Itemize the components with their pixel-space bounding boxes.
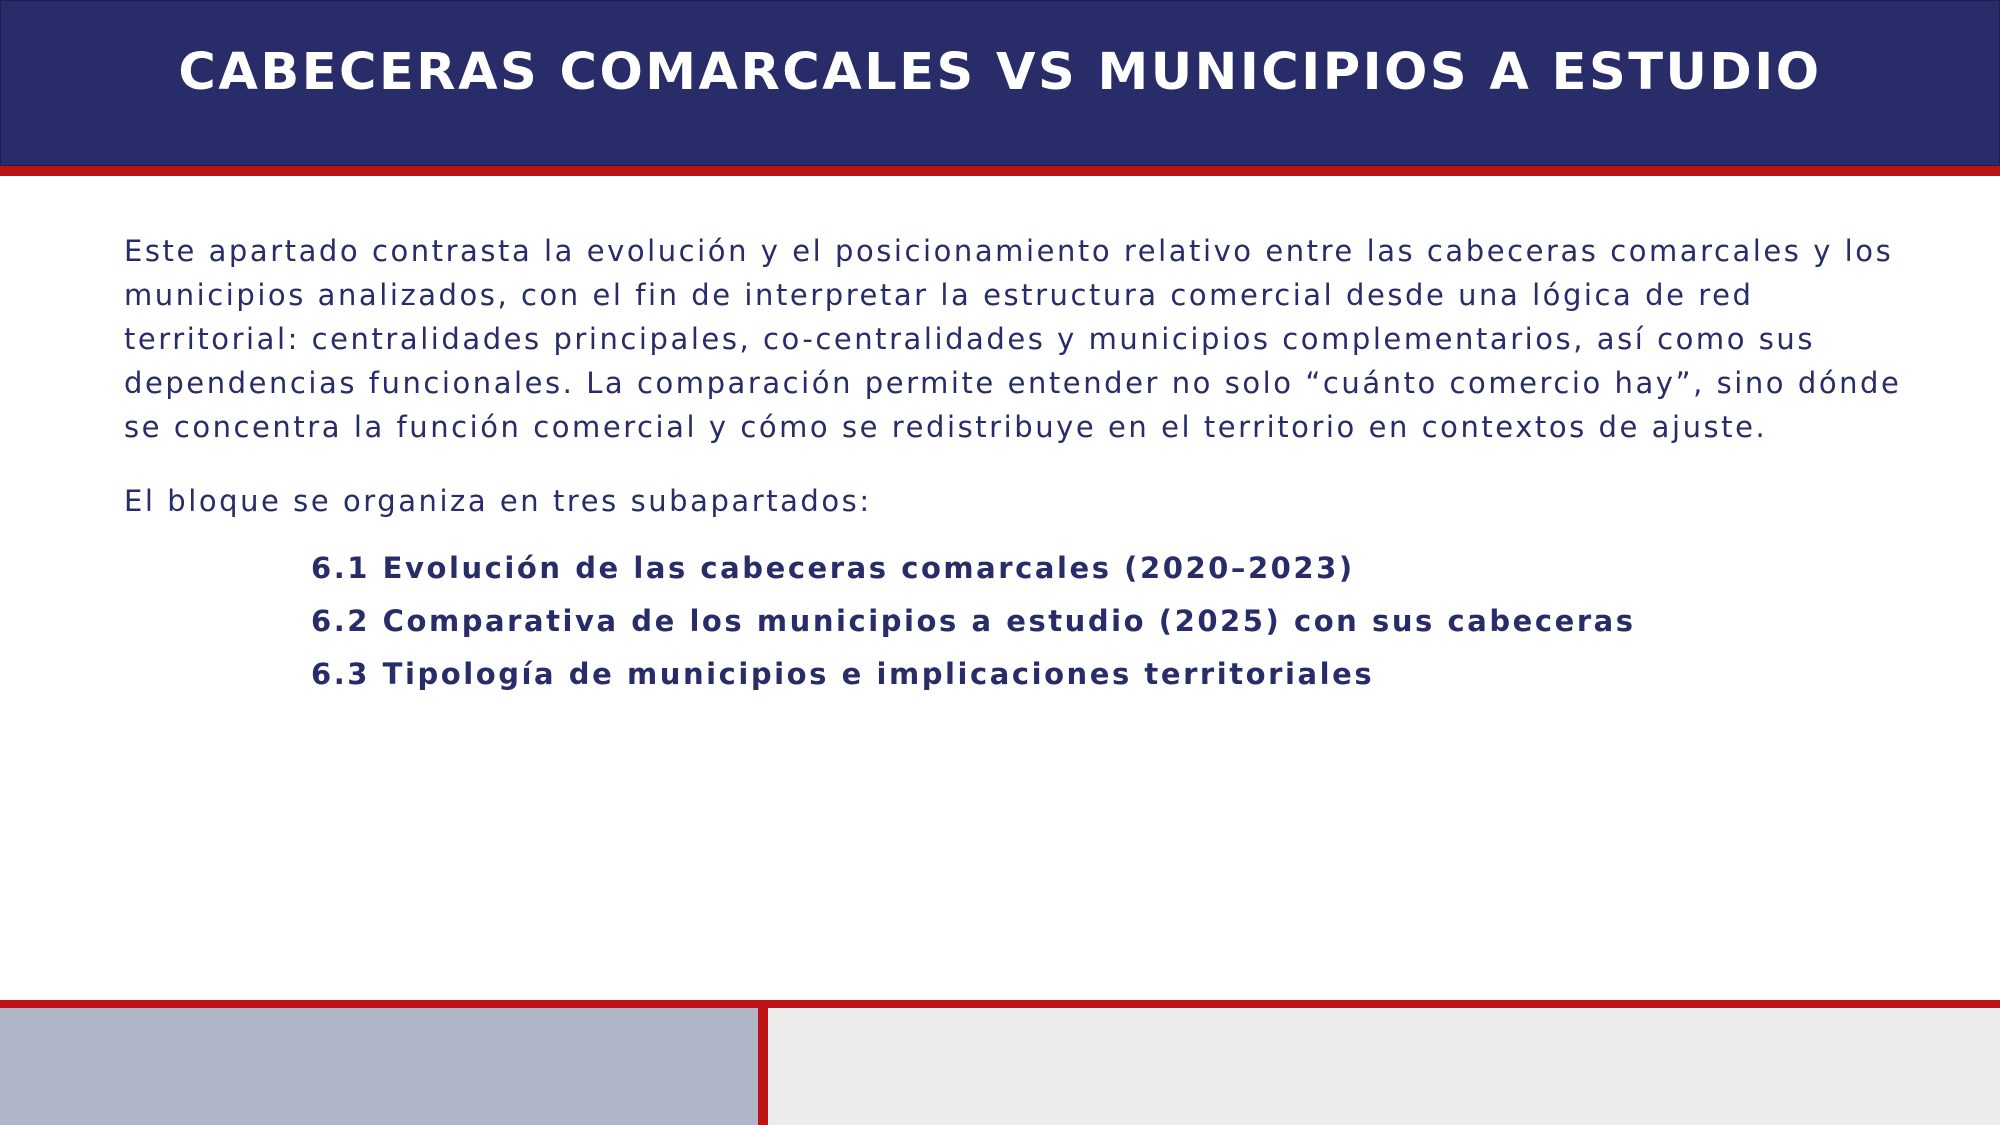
page-title: CABECERAS COMARCALES VS MUNICIPIOS A ESTUDIO bbox=[178, 42, 1822, 102]
subsection-item: 6.3 Tipología de municipios e implicaciones territoriales bbox=[311, 657, 1375, 691]
slide-header bbox=[0, 0, 2000, 166]
header-divider bbox=[0, 166, 2000, 176]
footer-right-panel bbox=[768, 1008, 2000, 1125]
subsection-item: 6.2 Comparativa de los municipios a estudio (2025) con sus cabeceras bbox=[311, 604, 1636, 638]
slide-content bbox=[124, 229, 1914, 701]
subsection-list bbox=[124, 542, 1914, 701]
subsection-item: 6.1 Evolución de las cabeceras comarcales (2020–2023) bbox=[311, 551, 1355, 585]
footer-left-panel bbox=[0, 1008, 758, 1125]
footer-vertical-divider bbox=[758, 1008, 768, 1125]
footer-divider bbox=[0, 1000, 2000, 1008]
lead-paragraph: El bloque se organiza en tres subapartados: bbox=[124, 484, 872, 518]
intro-paragraph: Este apartado contrasta la evolución y el posicionamiento relativo entre las cabeceras comarcales y los municipios analizados, con el fin de interpretar la estructura comercial desde una lógica de red territorial: centralidades principales, co-centralidades y municipios complementarios, así como sus dependencias funcionales. La comparación permite entender no solo “cuánto comercio hay”, sino dónde se concentra la función comercial y cómo se redistribuye en el territorio en contextos de ajuste. bbox=[124, 234, 1902, 444]
